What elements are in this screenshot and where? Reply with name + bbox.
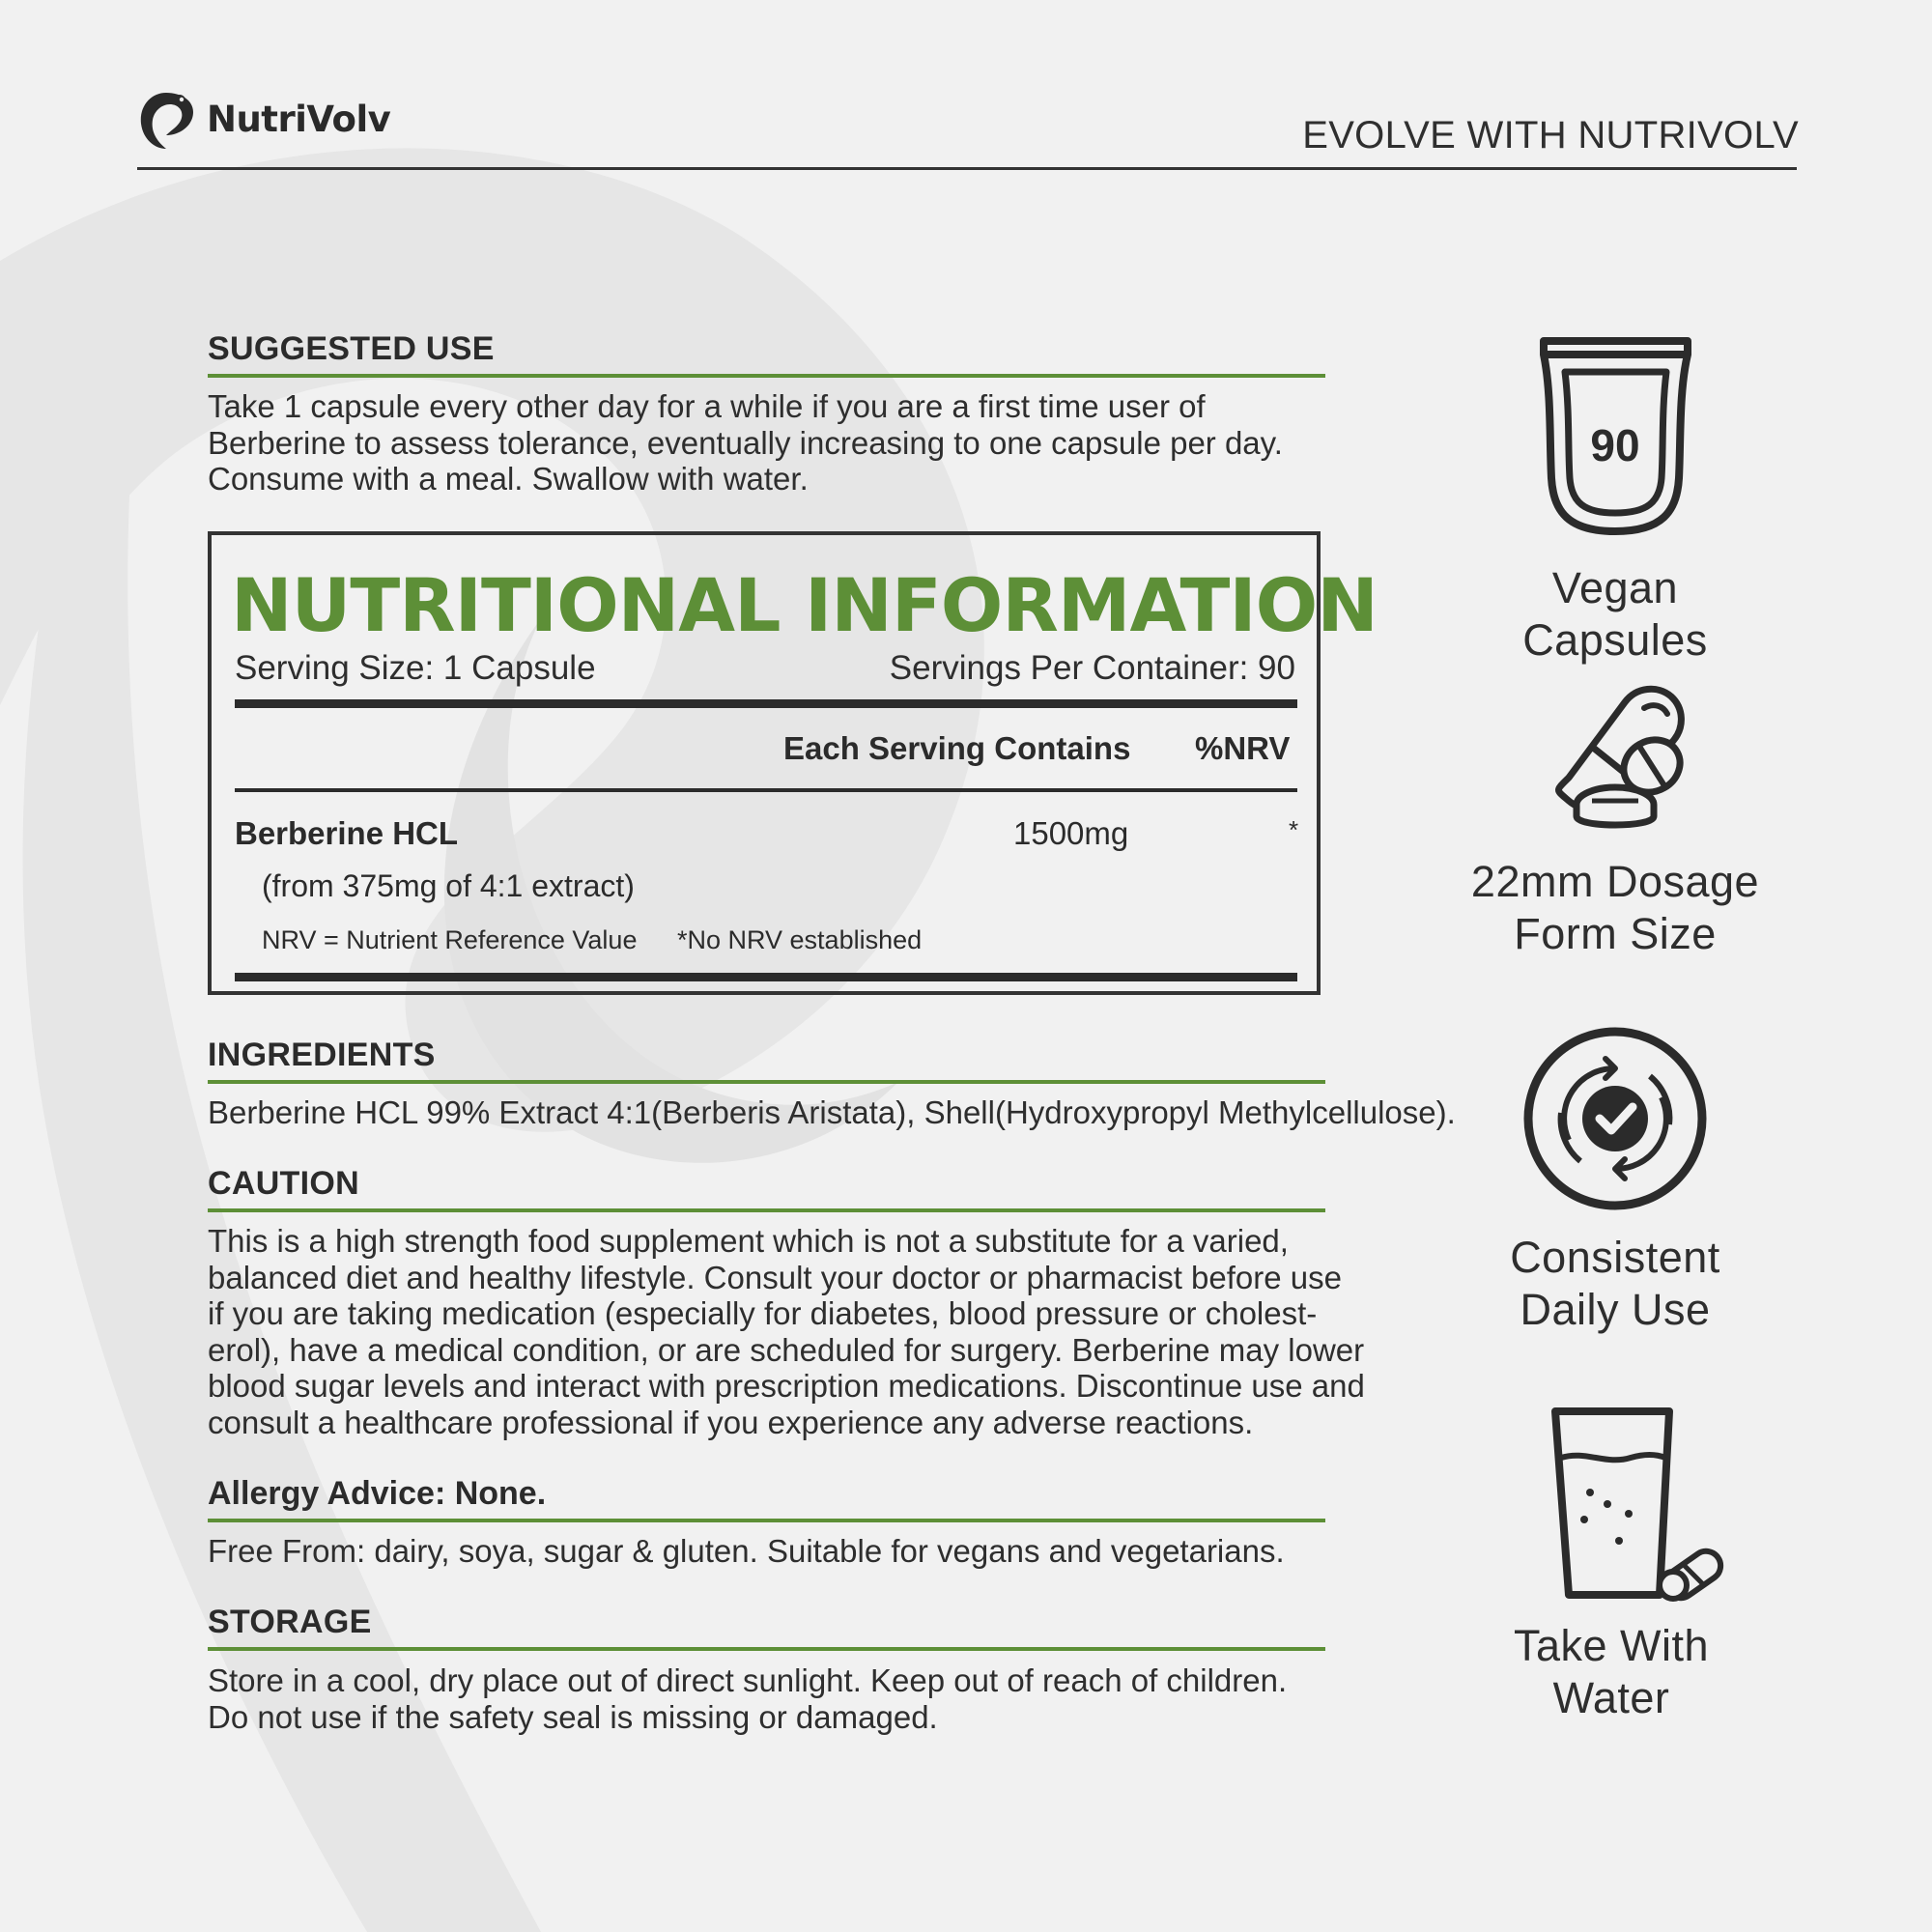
nutrition-title: NUTRITIONAL INFORMATION [231,562,1378,648]
feature-label-take-with-water [1399,1620,1824,1724]
suggested-use-line: Consume with a meal. Swallow with water. [208,461,809,497]
nutrition-divider-bottom [235,973,1297,981]
caution-line: if you are taking medication (especially for diabetes, blood pressure or cholest- [208,1295,1318,1331]
caution-line: blood sugar levels and interact with prescription medications. Discontinue use and [208,1368,1365,1404]
nutrition-divider-thin [235,788,1297,792]
nutrient-name: Berberine HCL [235,815,459,851]
caution-line: consult a healthcare professional if you experience any adverse reactions. [208,1404,1254,1440]
pouch-icon [1536,333,1695,541]
ingredients-divider [208,1080,1325,1084]
feature-label-vegan-capsules [1403,562,1828,667]
storage-title: STORAGE [208,1604,372,1640]
caution-divider [208,1208,1325,1212]
ingredients-text: Berberine HCL 99% Extract 4:1(Berberis Aristata), Shell(Hydroxypropyl Methylcellulose). [208,1094,1456,1130]
storage-text [208,1662,1287,1735]
feature-label-line: Take With [1513,1621,1710,1670]
feature-dosage-size [1544,681,1689,840]
suggested-use-line: Berberine to assess tolerance, eventually increasing to one capsule per day. [208,424,1283,461]
feature-daily-use [1522,1026,1708,1211]
no-nrv-note: *No NRV established [677,925,923,954]
feature-label-daily-use [1403,1232,1828,1336]
nutrient-nrv: * [1289,815,1299,844]
suggested-use-title: SUGGESTED USE [208,330,495,367]
suggested-use-divider [208,374,1325,378]
daily-cycle-check-icon [1522,1026,1708,1211]
serving-size: Serving Size: 1 Capsule [235,649,596,687]
nutrition-divider-thick [235,699,1297,708]
brand-logo [137,87,390,151]
feature-label-line: Vegan [1551,563,1679,612]
feature-label-line: Water [1552,1673,1670,1722]
header-divider [137,167,1797,170]
caution-line: This is a high strength food supplement which is not a substitute for a varied, [208,1223,1289,1259]
feature-label-line: Daily Use [1520,1285,1711,1334]
storage-divider [208,1647,1325,1651]
brand-name: NutriVolv [207,98,391,140]
caution-title: CAUTION [208,1165,359,1202]
column-header-each-serving: Each Serving Contains [783,730,1131,766]
caution-line: balanced diet and healthy lifestyle. Consult your doctor or pharmacist before use [208,1259,1342,1295]
servings-per-container: Servings Per Container: 90 [889,649,1295,687]
pouch-count: 90 [1590,420,1640,470]
suggested-use-line: Take 1 capsule every other day for a while if you are a first time user of [208,388,1206,424]
feature-vegan-capsules [1536,333,1695,541]
caution-text [208,1223,1365,1440]
storage-line: Store in a cool, dry place out of direct sunlight. Keep out of reach of children. [208,1662,1288,1698]
water-glass-icon [1548,1406,1726,1604]
feature-label-line: Consistent [1510,1233,1720,1282]
feature-take-with-water [1548,1406,1726,1604]
brand-tagline: EVOLVE WITH NUTRIVOLV [1302,114,1799,156]
storage-line: Do not use if the safety seal is missing or damaged. [208,1698,938,1735]
nrv-definition-note: NRV = Nutrient Reference Value [262,925,638,954]
allergy-title: Allergy Advice: None. [208,1475,547,1512]
feature-label-dosage-size [1403,856,1828,960]
caution-line: erol), have a medical condition, or are scheduled for surgery. Berberine may lower [208,1331,1365,1368]
nutrient-extract-note: (from 375mg of 4:1 extract) [262,868,635,903]
brand-logo-icon [137,87,199,151]
ingredients-title: INGREDIENTS [208,1037,436,1073]
nutrient-amount: 1500mg [1013,815,1129,851]
feature-label-line: Capsules [1522,615,1708,665]
column-header-nrv: %NRV [1195,730,1291,766]
suggested-use-text [208,388,1283,497]
feature-label-line: Form Size [1514,909,1717,958]
nutrition-facts-panel [208,531,1378,995]
allergy-divider [208,1519,1325,1522]
capsule-tablet-icon [1544,681,1689,840]
allergy-text: Free From: dairy, soya, sugar & gluten. Suitable for vegans and vegetarians. [208,1533,1285,1569]
feature-label-line: 22mm Dosage [1470,857,1760,906]
